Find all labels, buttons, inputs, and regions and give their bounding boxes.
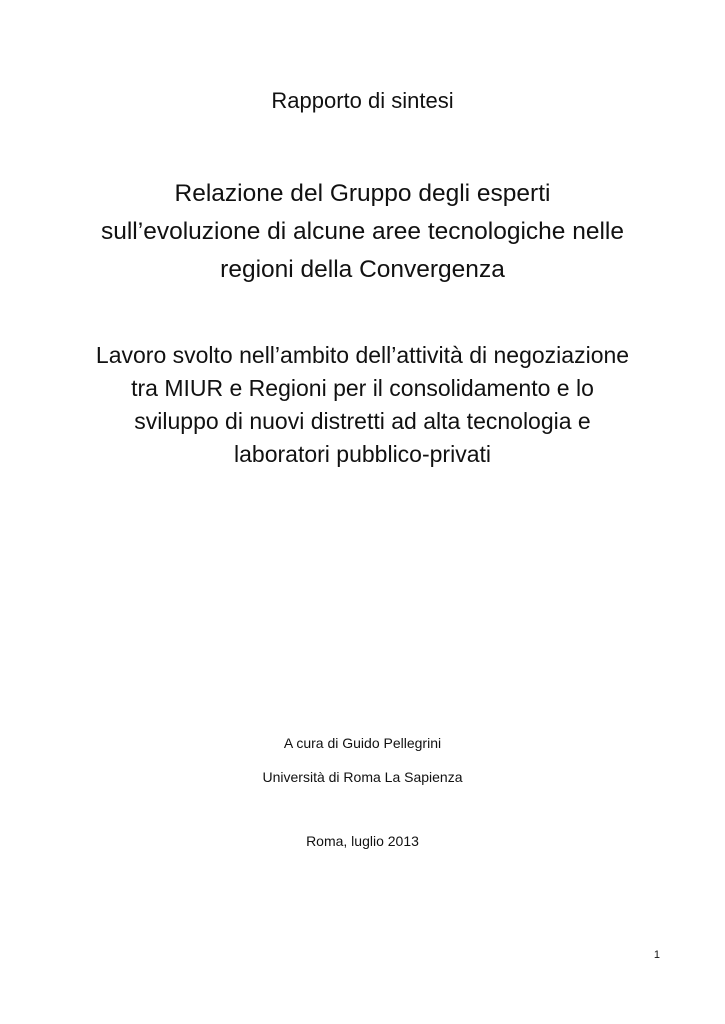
document-type-heading — [0, 86, 725, 116]
document-title — [0, 175, 725, 289]
affiliation-line: Università di Roma La Sapienza — [262, 769, 463, 785]
subtitle-line: laboratori pubblico-privati — [234, 441, 491, 467]
editor-line: A cura di Guido Pellegrini — [283, 735, 442, 751]
title-line: Relazione del Gruppo degli esperti — [174, 180, 551, 207]
document-subtitle — [0, 339, 725, 471]
title-line: regioni della Convergenza — [220, 256, 505, 283]
place-date-text: Roma, luglio 2013 — [306, 833, 419, 849]
title-line: sull’evoluzione di alcune aree tecnologiche nelle — [100, 218, 625, 245]
credits — [0, 733, 725, 801]
place-date — [0, 831, 725, 851]
subtitle-line: sviluppo di nuovi distretti ad alta tecnologia e — [134, 408, 591, 434]
subtitle-line: Lavoro svolto nell’ambito dell’attività di negoziazione — [95, 342, 630, 368]
page-number: 1 — [653, 949, 660, 961]
document-type-text: Rapporto di sintesi — [271, 88, 454, 113]
subtitle-line: tra MIUR e Regioni per il consolidamento e lo — [131, 375, 594, 401]
